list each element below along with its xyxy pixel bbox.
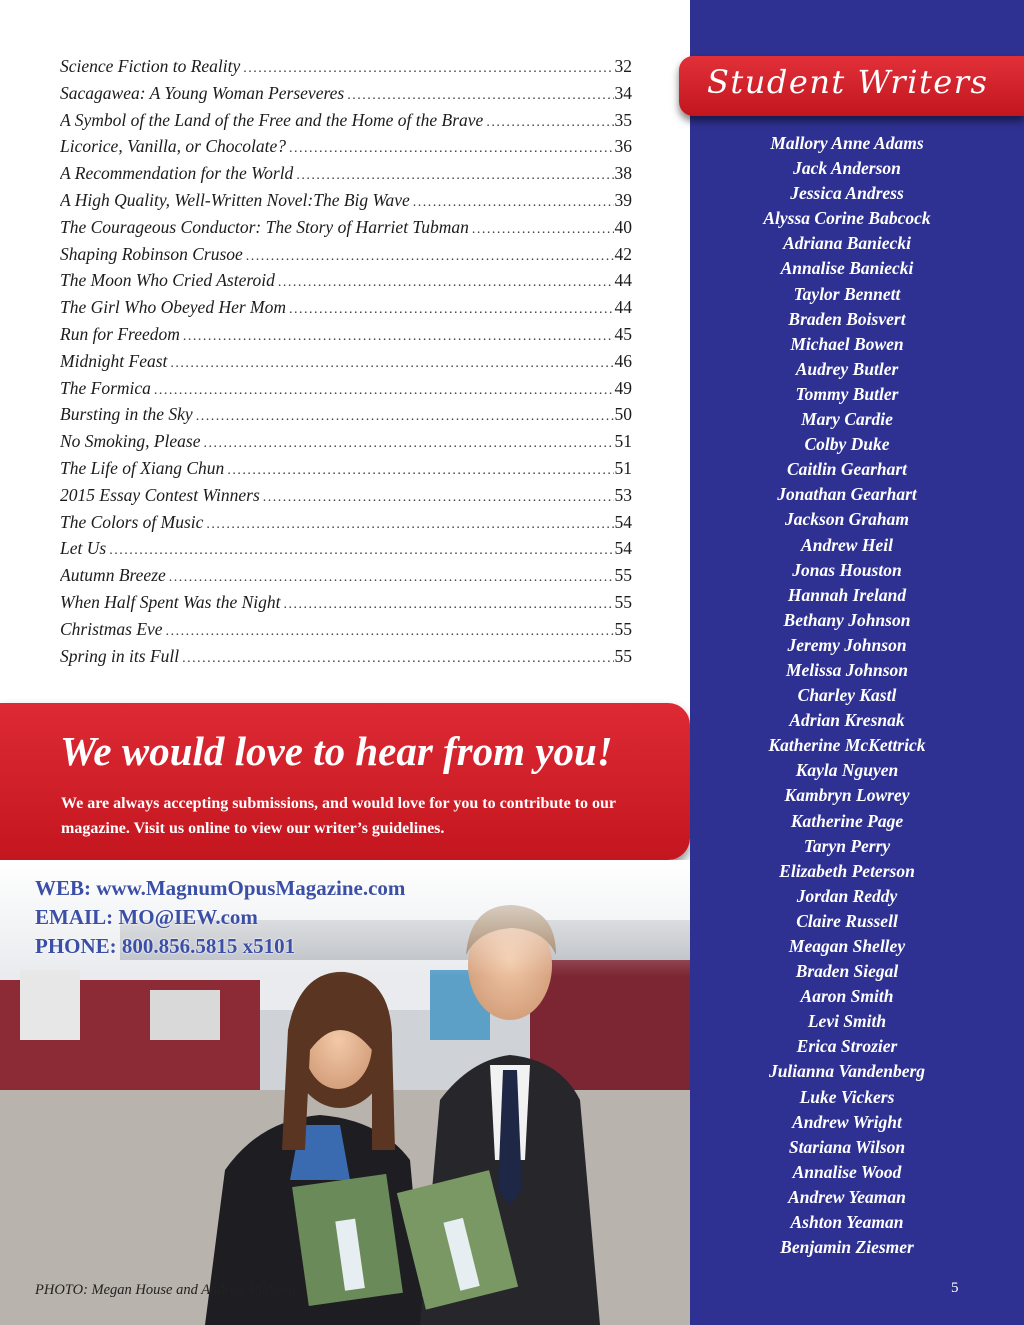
toc-entry-title: Christmas Eve bbox=[60, 618, 163, 639]
student-writer-name: Annalise Wood bbox=[792, 1161, 902, 1182]
banner-body: We are always accepting submissions, and would love for you to contribute to our magazine. Visit us online to view our writer’s guidelines. bbox=[61, 795, 616, 837]
student-writer-name: Jonas Houston bbox=[792, 559, 902, 580]
toc-entry bbox=[60, 565, 632, 592]
toc-entry-title: Licorice, Vanilla, or Chocolate? bbox=[60, 136, 287, 157]
student-writer-name: Jordan Reddy bbox=[796, 885, 898, 906]
toc-entry-title: Midnight Feast bbox=[60, 350, 168, 371]
toc-entry-title: 2015 Essay Contest Winners bbox=[60, 484, 260, 505]
student-writer-name: Jonathan Gearhart bbox=[777, 484, 917, 505]
student-writer-name: Ashton Yeaman bbox=[790, 1212, 904, 1233]
student-writer-name: Mallory Anne Adams bbox=[770, 133, 924, 153]
toc-leader-dots bbox=[227, 463, 613, 479]
student-writer-name: Braden Siegal bbox=[795, 961, 899, 982]
toc-leader-dots bbox=[206, 517, 613, 533]
toc-entry-title: A Symbol of the Land of the Free and the Home of the Brave bbox=[60, 109, 484, 130]
toc-leader-dots bbox=[246, 249, 614, 265]
toc-entry-title: The Formica bbox=[60, 377, 151, 398]
toc-entry bbox=[60, 646, 632, 673]
toc-leader-dots bbox=[170, 356, 613, 372]
student-writer-name: Katherine Page bbox=[790, 810, 904, 831]
student-writer-name: Luke Vickers bbox=[799, 1086, 895, 1107]
toc-entry-title: When Half Spent Was the Night bbox=[60, 591, 281, 612]
toc-leader-dots bbox=[109, 543, 613, 559]
toc-entry bbox=[60, 619, 632, 646]
toc-entry-title: Spring in its Full bbox=[60, 645, 180, 666]
toc-entry-page: 32 bbox=[614, 56, 632, 76]
toc-entry-page: 54 bbox=[614, 511, 632, 532]
student-writer-name: Adriana Baniecki bbox=[783, 233, 911, 254]
toc-entry-page: 55 bbox=[614, 618, 632, 639]
table-of-contents bbox=[60, 56, 632, 672]
student-writer-name: Kayla Nguyen bbox=[795, 760, 899, 781]
toc-leader-dots bbox=[278, 275, 614, 291]
toc-entry-page: 49 bbox=[614, 377, 632, 398]
toc-leader-dots bbox=[296, 168, 613, 184]
student-writer-name: Charley Kastl bbox=[797, 685, 897, 706]
student-writer-name: Elizabeth Peterson bbox=[779, 860, 915, 881]
banner-heading: We would love to hear from you! bbox=[60, 728, 613, 774]
toc-entry bbox=[60, 378, 632, 405]
toc-entry bbox=[60, 270, 632, 297]
student-writer-name: Adrian Kresnak bbox=[789, 710, 905, 731]
student-writer-name: Tommy Butler bbox=[795, 383, 899, 404]
student-writer-name: Mary Cardie bbox=[801, 409, 893, 430]
photo-caption: PHOTO: Megan House and Andrew Pudewa bbox=[35, 1282, 297, 1298]
toc-leader-dots bbox=[289, 302, 614, 318]
toc-entry-page: 34 bbox=[614, 82, 632, 103]
toc-entry bbox=[60, 324, 632, 351]
toc-entry-title: Autumn Breeze bbox=[60, 565, 166, 586]
toc-entry bbox=[60, 431, 632, 458]
toc-entry-title: No Smoking, Please bbox=[60, 431, 201, 452]
toc-entry-title: The Moon Who Cried Asteroid bbox=[60, 270, 275, 291]
toc-entry bbox=[60, 83, 632, 110]
toc-entry bbox=[60, 512, 632, 539]
student-writer-name: Jessica Andress bbox=[790, 183, 904, 204]
toc-leader-dots bbox=[182, 651, 613, 667]
student-writer-name: Taryn Perry bbox=[803, 835, 891, 856]
toc-leader-dots bbox=[413, 195, 614, 211]
toc-entry-page: 53 bbox=[614, 484, 632, 505]
toc-entry-page: 50 bbox=[614, 404, 632, 425]
toc-leader-dots bbox=[154, 383, 614, 399]
student-writer-name: Braden Boisvert bbox=[788, 308, 906, 329]
student-writer-name: Katherine McKettrick bbox=[768, 735, 926, 756]
toc-leader-dots bbox=[196, 409, 614, 425]
toc-entry-page: 42 bbox=[614, 243, 632, 264]
student-writer-name: Caitlin Gearhart bbox=[786, 459, 908, 480]
toc-entry-page: 51 bbox=[614, 431, 632, 452]
student-writer-name: Kambryn Lowrey bbox=[784, 785, 910, 806]
toc-entry bbox=[60, 217, 632, 244]
toc-entry-title: The Courageous Conductor: The Story of Harriet Tubman bbox=[60, 216, 469, 237]
student-writer-name: Jeremy Johnson bbox=[787, 634, 907, 655]
toc-entry bbox=[60, 485, 632, 512]
student-writer-name: Alyssa Corine Babcock bbox=[763, 208, 931, 229]
toc-leader-dots bbox=[284, 597, 614, 613]
toc-entry bbox=[60, 136, 632, 163]
student-writer-name: Levi Smith bbox=[807, 1011, 887, 1032]
toc-entry-page: 51 bbox=[614, 457, 632, 478]
toc-entry-title: Science Fiction to Reality bbox=[60, 56, 241, 76]
toc-entry bbox=[60, 351, 632, 378]
student-writer-name: Jackson Graham bbox=[785, 509, 909, 530]
student-writer-name: Meagan Shelley bbox=[788, 936, 906, 956]
toc-leader-dots bbox=[263, 490, 614, 506]
contact-phone: PHONE: 800.856.5815 x5101 bbox=[35, 934, 296, 958]
student-writer-name: Andrew Wright bbox=[792, 1111, 902, 1132]
toc-entry bbox=[60, 458, 632, 485]
toc-entry bbox=[60, 244, 632, 271]
toc-entry bbox=[60, 56, 632, 83]
toc-entry bbox=[60, 538, 632, 565]
student-writer-name: Audrey Butler bbox=[795, 358, 899, 379]
toc-entry-title: Sacagawea: A Young Woman Perseveres bbox=[60, 82, 345, 103]
contact-web[interactable]: WEB: www.MagnumOpusMagazine.com bbox=[35, 876, 406, 900]
student-writer-name: Claire Russell bbox=[796, 910, 898, 931]
toc-entry-page: 40 bbox=[614, 216, 632, 237]
toc-leader-dots bbox=[347, 88, 613, 104]
page-number: 5 bbox=[951, 1280, 959, 1296]
toc-leader-dots bbox=[289, 141, 613, 157]
toc-entry-title: Bursting in the Sky bbox=[60, 404, 193, 425]
toc-entry-title: The Life of Xiang Chun bbox=[60, 457, 225, 478]
toc-entry-page: 55 bbox=[614, 645, 632, 666]
toc-leader-dots bbox=[169, 570, 614, 586]
toc-entry bbox=[60, 297, 632, 324]
student-writer-name: Jack Anderson bbox=[793, 158, 901, 179]
toc-leader-dots bbox=[472, 222, 614, 238]
toc-entry bbox=[60, 190, 632, 217]
toc-leader-dots bbox=[243, 61, 613, 77]
toc-entry-title: The Girl Who Obeyed Her Mom bbox=[60, 297, 286, 318]
toc-entry-page: 35 bbox=[614, 109, 632, 130]
contact-info bbox=[35, 874, 405, 961]
toc-entry-title: Let Us bbox=[60, 538, 107, 559]
student-writer-name: Erica Strozier bbox=[796, 1036, 898, 1057]
student-writers-list bbox=[690, 133, 1004, 1262]
contact-email[interactable]: EMAIL: MO@IEW.com bbox=[35, 905, 258, 929]
toc-leader-dots bbox=[486, 115, 613, 131]
toc-entry-page: 54 bbox=[614, 538, 632, 559]
toc-leader-dots bbox=[183, 329, 614, 345]
student-writer-name: Andrew Heil bbox=[801, 534, 893, 555]
toc-entry-page: 55 bbox=[614, 591, 632, 612]
toc-leader-dots bbox=[203, 436, 613, 452]
toc-entry-page: 44 bbox=[614, 297, 632, 318]
toc-entry bbox=[60, 110, 632, 137]
student-writer-name: Hannah Ireland bbox=[787, 584, 907, 605]
toc-entry bbox=[60, 404, 632, 431]
photo-area bbox=[0, 860, 690, 1325]
toc-entry-page: 55 bbox=[614, 565, 632, 586]
student-writer-name: Benjamin Ziesmer bbox=[780, 1237, 914, 1258]
student-writer-name: Andrew Yeaman bbox=[788, 1186, 906, 1207]
submission-banner bbox=[0, 703, 690, 860]
toc-entry-page: 36 bbox=[614, 136, 632, 157]
toc-entry-title: Shaping Robinson Crusoe bbox=[60, 243, 243, 264]
toc-entry-title: Run for Freedom bbox=[60, 323, 180, 344]
student-writer-name: Stariana Wilson bbox=[788, 1136, 906, 1157]
student-writer-name: Aaron Smith bbox=[800, 986, 894, 1007]
toc-leader-dots bbox=[166, 624, 614, 640]
toc-entry-title: A High Quality, Well-Written Novel:The Big Wave bbox=[60, 189, 410, 210]
student-writers-title: Student Writers bbox=[707, 63, 989, 101]
toc-entry-title: The Colors of Music bbox=[60, 511, 204, 532]
toc-entry bbox=[60, 163, 632, 190]
student-writer-name: Annalise Baniecki bbox=[780, 258, 914, 279]
student-writer-name: Colby Duke bbox=[804, 434, 890, 455]
toc-entry-title: A Recommendation for the World bbox=[60, 163, 294, 184]
toc-entry-page: 46 bbox=[614, 350, 632, 371]
student-writer-name: Julianna Vandenberg bbox=[768, 1061, 926, 1082]
student-writer-name: Michael Bowen bbox=[790, 333, 904, 354]
student-writers-header bbox=[679, 56, 1024, 116]
toc-entry-page: 39 bbox=[614, 189, 632, 210]
student-writer-name: Melissa Johnson bbox=[785, 659, 909, 680]
toc-entry-page: 44 bbox=[614, 270, 632, 291]
toc-entry bbox=[60, 592, 632, 619]
student-writer-name: Taylor Bennett bbox=[793, 283, 901, 304]
toc-entry-page: 38 bbox=[614, 163, 632, 184]
toc-entry-page: 45 bbox=[614, 323, 632, 344]
student-writer-name: Bethany Johnson bbox=[783, 609, 911, 630]
